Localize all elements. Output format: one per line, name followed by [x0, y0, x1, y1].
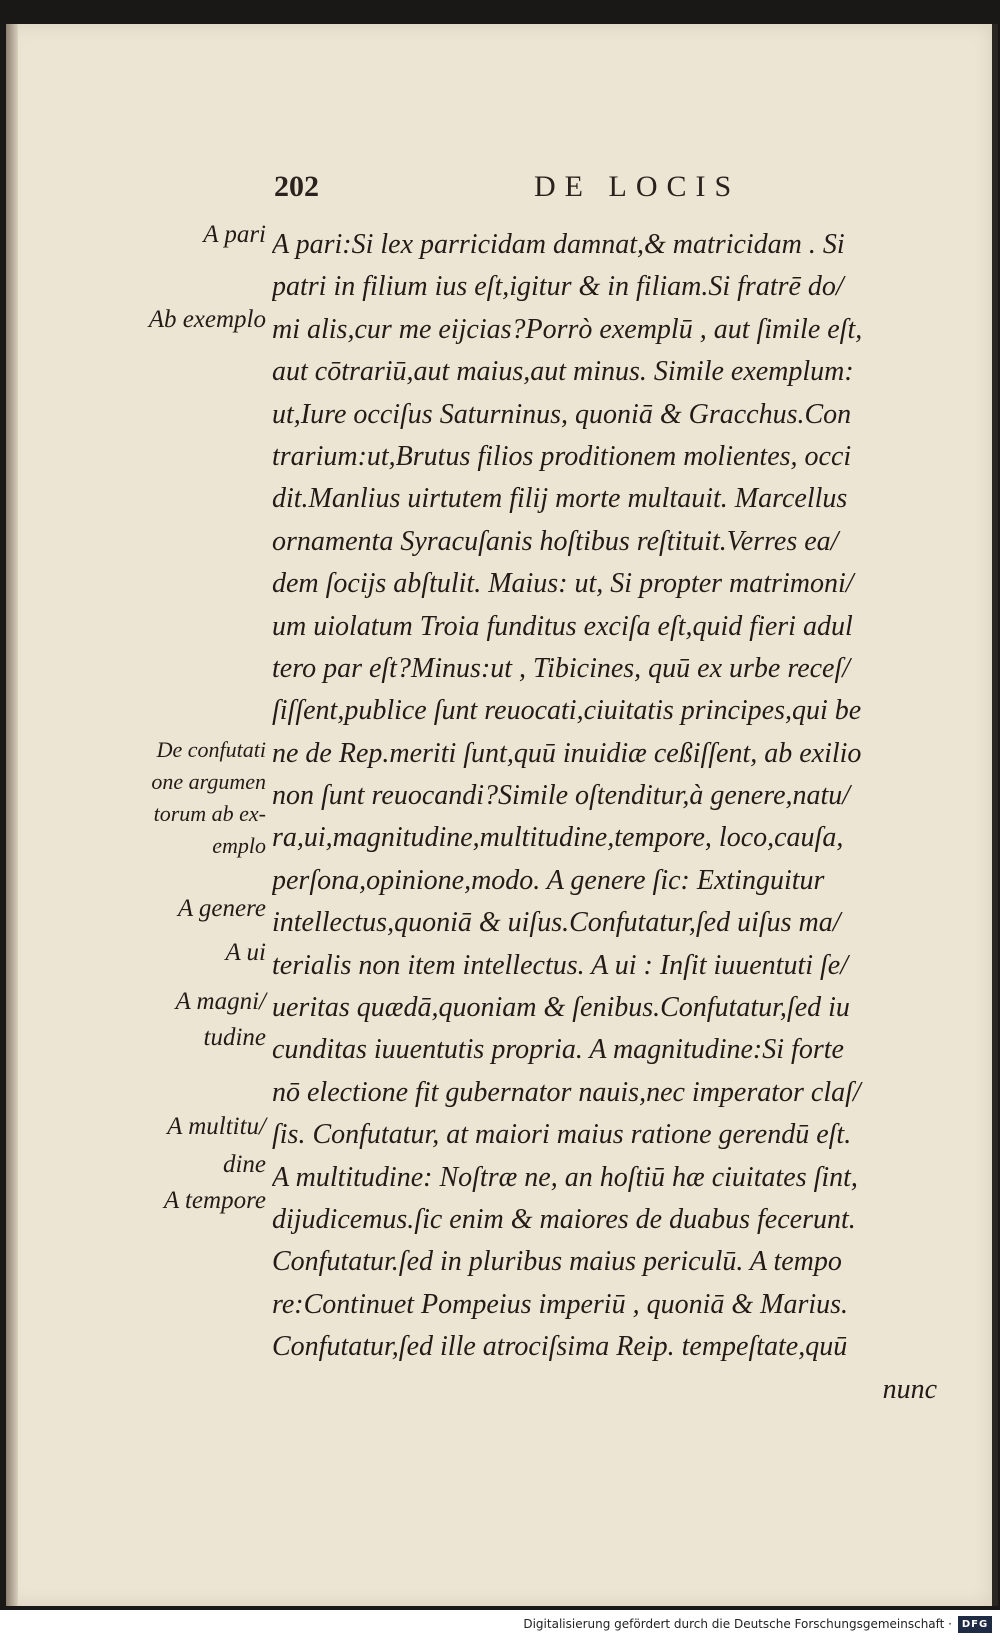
- text-line: cunditas iuuentutis propria. A magnitudine:Si forte: [272, 1034, 844, 1066]
- margin-note-a-genere: A genere: [177, 895, 266, 922]
- main-text: [272, 224, 957, 1411]
- text-line: A pari:Si lex parricidam damnat,& matricidam . Si: [272, 229, 845, 260]
- text-line: ſis. Confutatur, at maiori maius ratione gerendū eſt.: [272, 1119, 852, 1151]
- text-line: re:Continuet Pompeius imperiū , quoniā & Marius.: [272, 1288, 849, 1320]
- text-line: Confutatur.ſed in pluribus maius periculū. A tempo: [272, 1246, 842, 1278]
- text-line: ra,ui,magnitudine,multitudine,tempore, loco,cauſa,: [272, 822, 844, 854]
- funding-notice: Digitalisierung gefördert durch die Deutsche Forschungsgemeinschaft ·: [523, 1617, 952, 1631]
- margin-note-a-ui: A ui: [225, 939, 266, 966]
- page-gutter-edge: [6, 24, 18, 1606]
- running-title: DE LOCIS: [534, 170, 741, 203]
- dfg-logo-icon: DFG: [958, 1616, 992, 1633]
- margin-note-a-tempore: A tempore: [163, 1187, 266, 1214]
- text-line: perſona,opinione,modo. A genere ſic: Extinguitur: [272, 864, 825, 896]
- page-number: 202: [274, 170, 319, 203]
- margin-note-de-confutatione: De confutati one argumen torum ab ex- emplo: [151, 737, 266, 858]
- text-line: ut,Iure occiſus Saturninus, quoniā & Gracchus.Con: [272, 398, 852, 430]
- text-line: dem ſocijs abſtulit. Maius: ut, Si propter matrimoni/: [272, 568, 854, 600]
- text-line: intellectus,quoniā & uiſus.Confutatur,ſed uiſus ma/: [272, 907, 841, 939]
- text-line: ne de Rep.meriti ſunt,quū inuidiæ ceßiſſent, ab exilio: [272, 737, 862, 769]
- margin-note-a-pari: A pari: [203, 221, 266, 248]
- text-line: um uiolatum Troia funditus exciſa eſt,quid fieri adul: [272, 610, 853, 642]
- text-line: nō electione fit gubernator nauis,nec imperator claſ/: [272, 1076, 861, 1108]
- text-line: mi alis,cur me eijcias?Porrò exemplū , aut ſimile eſt,: [272, 313, 863, 345]
- text-line: ueritas quædā,quoniam & ſenibus.Confutatur,ſed iu: [272, 992, 850, 1024]
- margin-note-a-multitudine: A multitu/ dine: [167, 1113, 266, 1178]
- digitization-footer: [0, 1610, 1000, 1640]
- text-line: terialis non item intellectus. A ui : Inſit iuuentuti ſe/: [272, 949, 849, 981]
- page-header: [6, 164, 992, 208]
- text-line: dijudicemus.ſic enim & maiores de duabus fecerunt.: [272, 1203, 856, 1235]
- text-line: non ſunt reuocandi?Simile oſtenditur,à genere,natu/: [272, 780, 851, 812]
- text-line: ſiſſent,publice ſunt reuocati,ciuitatis principes,qui be: [272, 695, 862, 727]
- text-line: patri in filium ius eſt,igitur & in filiam.Si fratrē do/: [272, 271, 844, 303]
- text-line: Confutatur,ſed ille atrociſsima Reip. tempeſtate,quū: [272, 1331, 848, 1363]
- text-line: dit.Manlius uirtutem filij morte multauit. Marcellus: [272, 483, 848, 515]
- text-line: A multitudine: Noſtræ ne, an hoſtiū hæ ciuitates ſint,: [272, 1161, 858, 1193]
- text-line: aut cōtrariū,aut maius,aut minus. Simile exemplum:: [272, 356, 854, 388]
- book-page: [6, 24, 998, 1606]
- margin-note-ab-exemplo: Ab exemplo: [148, 306, 266, 333]
- margin-note-a-magnitudine: A magni/ tudine: [175, 988, 266, 1051]
- text-line: tero par eſt?Minus:ut , Tibicines, quū ex urbe receſ/: [272, 652, 851, 684]
- text-line: ornamenta Syracuſanis hoſtibus reſtituit.Verres ea/: [272, 525, 839, 557]
- catchword: nunc: [882, 1373, 937, 1405]
- text-line: trarium:ut,Brutus filios proditionem molientes, occi: [272, 440, 852, 472]
